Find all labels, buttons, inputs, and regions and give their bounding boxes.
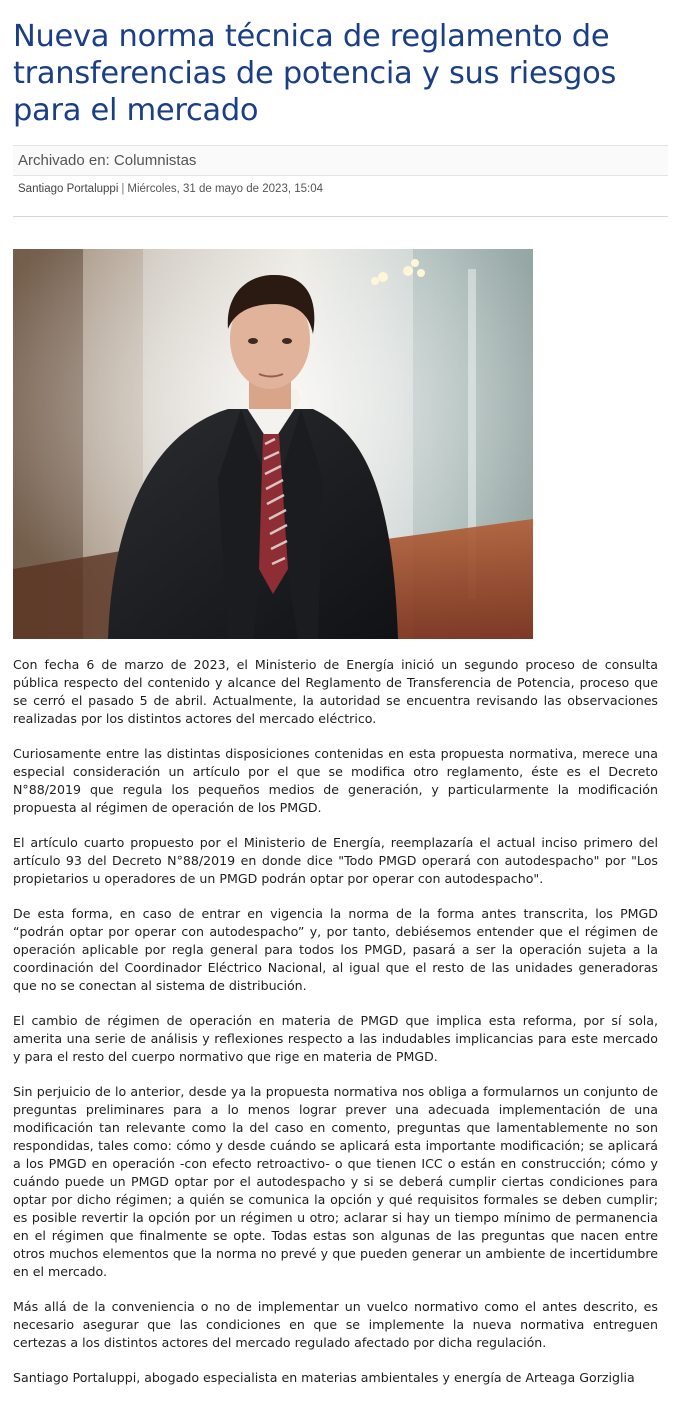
article-body bbox=[13, 656, 658, 1387]
article-paragraph: Más allá de la conveniencia o no de implementar un vuelco normativo como el antes descrito, es necesario asegurar que las condiciones en que se implemente la nueva normativa entreguen certezas a los distintos actores del mercado regulado afectado por dicha regulación. bbox=[13, 1299, 658, 1350]
article-paragraph: El cambio de régimen de operación en materia de PMGD que implica esta reforma, por sí sola, amerita una serie de análisis y reflexiones respecto a las indudables implicancias para este mercado y para el resto del cuerpo normativo que rige en materia de PMGD. bbox=[13, 1013, 658, 1064]
author-portrait-photo bbox=[13, 249, 533, 639]
article-paragraph: Con fecha 6 de marzo de 2023, el Ministerio de Energía inició un segundo proceso de consulta pública respecto del contenido y alcance del Reglamento de Transferencia de Potencia, proceso que se cerró el pasado 5 de abril. Actualmente, la autoridad se encuentra revisando las observaciones realizadas por los distintos actores del mercado eléctrico. bbox=[13, 657, 658, 726]
article-paragraph: El artículo cuarto propuesto por el Ministerio de Energía, reemplazaría el actual inciso primero del artículo 93 del Decreto N°88/2019 en donde dice "Todo PMGD operará con autodespacho" por "Los propietarios u operadores de un PMGD podrán optar por operar con autodespacho". bbox=[13, 835, 658, 886]
author-signature: Santiago Portaluppi, abogado especialista en materias ambientales y energía de Arteaga Gorziglia bbox=[13, 1370, 635, 1385]
author-name[interactable]: Santiago Portaluppi bbox=[18, 183, 119, 195]
article-paragraph: Curiosamente entre las distintas disposiciones contenidas en esta propuesta normativa, merece una especial consideración un artículo por el que se modifica otro reglamento, éste es el Decreto N°88/2019 que regula los pequeños medios de generación, y particularmente la modificación propuesta al régimen de operación de los PMGD. bbox=[13, 746, 658, 815]
byline bbox=[13, 176, 668, 217]
archive-category-label[interactable]: Archivado en: Columnistas bbox=[18, 152, 197, 169]
publish-date: Miércoles, 31 de mayo de 2023, 15:04 bbox=[127, 183, 324, 195]
article-paragraph: De esta forma, en caso de entrar en vigencia la norma de la forma antes transcrita, los PMGD “podrán optar por operar con autodespacho” y, por tanto, debiésemos entender que el régimen de operación aplicable por regla general para todos los PMGD, pasará a ser la operación sujeta a la coordinación del Coordinador Eléctrico Nacional, al igual que el resto de las unidades generadoras que no se conectan al sistema de distribución. bbox=[13, 906, 658, 993]
article-title: Nueva norma técnica de reglamento de transferencias de potencia y sus riesgos para el mercado bbox=[13, 19, 617, 128]
archive-category-bar bbox=[13, 145, 668, 176]
article-paragraph: Sin perjuicio de lo anterior, desde ya la propuesta normativa nos obliga a formularnos un conjunto de preguntas preliminares para a lo menos lograr prever una adecuada implementación de una modificación tan relevante como la del caso en comento, preguntas que lamentablemente no son respondidas, tales como: cómo y desde cuándo se aplicará esta importante modificación; se aplicará a los PMGD en operación -con efecto retroactivo- o que tienen ICC o están en construcción; cómo y cuándo puede un PMGD optar por el autodespacho y si se deberá cumplir ciertas condiciones para optar por dicho régimen; a quién se comunica la opción y qué requisitos formales se deben cumplir; es posible revertir la opción por un régimen u otro; aclarar si hay un tiempo mínimo de permanencia en el régimen que finalmente se opte. Todas estas son algunas de las preguntas que nacen entre otros muchos elementos que la norma no prevé y que pueden generar un ambiente de incertidumbre en el mercado. bbox=[13, 1084, 658, 1279]
byline-separator: | bbox=[121, 183, 125, 195]
portrait-illustration bbox=[13, 249, 533, 639]
